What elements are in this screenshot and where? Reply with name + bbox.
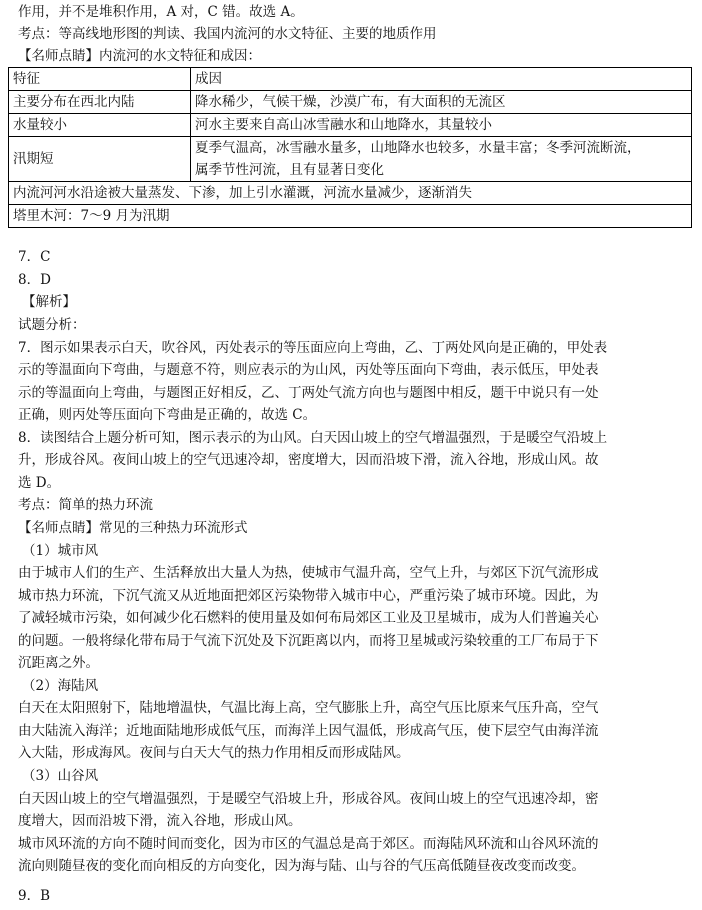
paragraph-line: 7．图示如果表示白天，吹谷风，丙处表示的等压面应向上弯曲，乙、丁两处风向是正确的，甲处表 (18, 340, 608, 356)
analysis-heading: 【解析】 (22, 294, 76, 310)
cause-line: 夏季气温高，冰雪融水量多，山地降水也较多，水量丰富；冬季河流断流， (195, 140, 641, 156)
paragraph-line: 城市风环流的方向不随时间而变化，因为市区的气温总是高于郊区。而海陆风环流和山谷风环流的 (18, 836, 599, 852)
paragraph-line: 度增大，因而沿坡下滑，流入谷地，形成山风。 (18, 813, 302, 829)
paragraph-line: 选 D。 (18, 475, 61, 491)
table-cell-feature: 汛期短 (9, 137, 191, 182)
kaodian-line: 考点：等高线地形图的判读、我国内流河的水文特征、主要的地质作用 (18, 26, 437, 42)
answer-7: 7．C (18, 249, 51, 265)
table-cell-feature: 主要分布在西北内陆 (9, 91, 191, 114)
table-row (9, 114, 692, 137)
table-cell-feature: 水量较小 (9, 114, 191, 137)
prev-answer-tail: 作用，并不是堆积作用，A 对，C 错。故选 A。 (18, 4, 304, 20)
tip-title: 【名师点睛】常见的三种热力环流形式 (18, 520, 248, 536)
paragraph-line: 升，形成谷风。夜间山坡上的空气迅速冷却，密度增大，因而沿坡下滑，流入谷地，形成山风。故 (18, 452, 599, 468)
table-full-row (9, 182, 692, 205)
subsection-heading: （1）城市风 (22, 543, 99, 559)
analysis-intro: 试题分析： (18, 317, 86, 333)
paragraph-line: 示的等温面向下弯曲，与题意不符，则应表示的为山风，丙处等压面向下弯曲，表示低压，甲处表 (18, 362, 599, 378)
answer-8: 8．D (18, 272, 51, 288)
paragraph-line: 了减轻城市污染，如何减少化石燃料的使用量及如何布局郊区工业及卫星城市，成为人们普遍关心 (18, 610, 599, 626)
table-header-row (9, 68, 692, 91)
table-header-cell: 成因 (191, 68, 692, 91)
paragraph-line: 白天因山坡上的空气增温强烈，于是暖空气沿坡上升，形成谷风。夜间山坡上的空气迅速冷却，密 (18, 791, 599, 807)
paragraph-line: 流向则随昼夜的变化而向相反的方向变化，因为海与陆、山与谷的气压高低随昼夜改变而改变。 (18, 858, 585, 874)
table-cell-cause (191, 137, 692, 182)
paragraph-line: 白天在太阳照射下，陆地增温快，气温比海上高，空气膨胀上升，高空气压比原来气压升高，空气 (18, 700, 599, 716)
paragraph-line: 正确，则丙处等压面向下弯曲是正确的，故选 C。 (18, 407, 317, 423)
table-cell-full: 内流河河水沿途被大量蒸发、下渗，加上引水灌溉，河流水量减少，逐渐消失 (9, 182, 692, 205)
paragraph-line: 城市热力环流，下沉气流又从近地面把郊区污染物带入城市中心，严重污染了城市环境。因此，为 (18, 588, 599, 604)
kaodian-line: 考点：简单的热力环流 (18, 497, 153, 513)
paragraph-line: 由于城市人们的生产、生活释放出大量人为热，使城市气温升高，空气上升，与郊区下沉气流形成 (18, 565, 599, 581)
table-row (9, 91, 692, 114)
table-header-cell: 特征 (9, 68, 191, 91)
hydrology-table (8, 67, 692, 228)
table-full-row (9, 205, 692, 228)
paragraph-line: 示的等温面向上弯曲，与题图正好相反，乙、丁两处气流方向也与题图中相反，题干中说只有一处 (18, 385, 599, 401)
subsection-heading: （2）海陆风 (22, 678, 99, 694)
table-row (9, 137, 692, 182)
paragraph-line: 的问题。一般将绿化带布局于气流下沉处及下沉距离以内，而将卫星城或污染较重的工厂布局于下 (18, 633, 599, 649)
subsection-heading: （3）山谷风 (22, 768, 99, 784)
table-cell-cause: 降水稀少，气候干燥，沙漠广布，有大面积的无流区 (191, 91, 692, 114)
paragraph-line: 沉距离之外。 (18, 655, 99, 671)
answer-9: 9．B (18, 888, 51, 904)
cause-line: 属季节性河流，且有显著日变化 (195, 162, 384, 178)
tip-title: 【名师点睛】内流河的水文特征和成因： (18, 48, 261, 64)
paragraph-line: 由大陆流入海洋；近地面陆地形成低气压，而海洋上因气温低，形成高气压，使下层空气由海洋流 (18, 723, 599, 739)
table-cell-cause: 河水主要来自高山冰雪融水和山地降水，其量较小 (191, 114, 692, 137)
paragraph-line: 入大陆，形成海风。夜间与白天大气的热力作用相反而形成陆风。 (18, 745, 410, 761)
table-cell-full: 塔里木河：7～9 月为汛期 (9, 205, 692, 228)
paragraph-line: 8．读图结合上题分析可知，图示表示的为山风。白天因山坡上的空气增温强烈，于是暖空气沿坡上 (18, 430, 608, 446)
